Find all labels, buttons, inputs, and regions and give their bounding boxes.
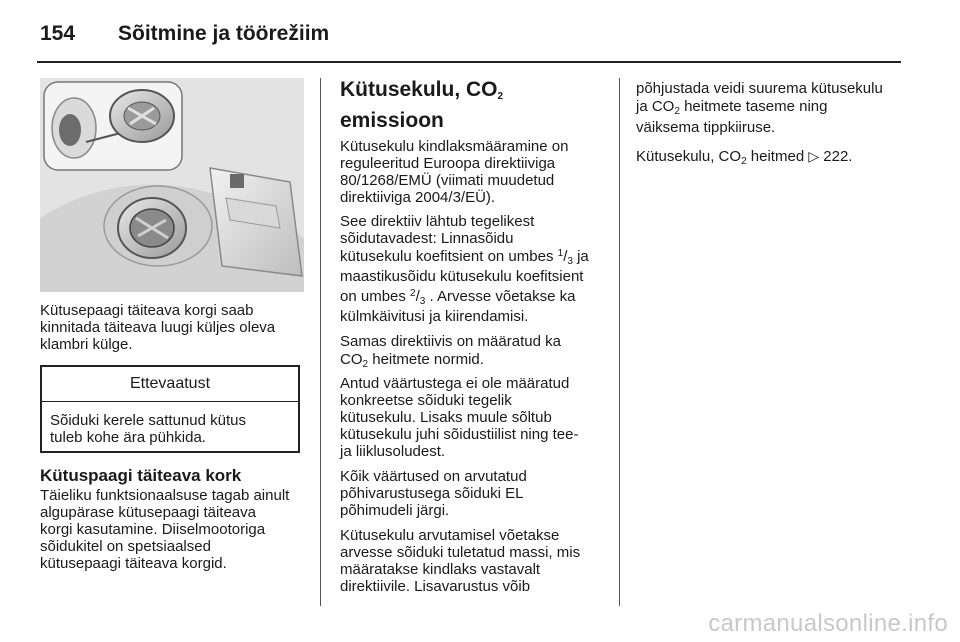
- section-heading-line2: emissioon: [340, 109, 444, 132]
- fuel-filler-cap-illustration: [40, 78, 304, 292]
- paragraph-actual-consumption: Antud väärtustega ei ole määratud konkreetse sõiduki tegelik kütusekulu. Lisaks muule sõltub kütusekulu juhi sõidustiilist ning tee- ja liiklusoludest.: [340, 375, 579, 460]
- page-number: 154: [40, 22, 76, 45]
- column-divider-right: [619, 78, 620, 606]
- caution-text: Sõiduki kerele sattunud kütus tuleb kohe ära pühkida.: [50, 412, 246, 446]
- column-divider-left: [320, 78, 321, 606]
- paragraph-directive: Kütusekulu kindlaksmääramine on reguleeritud Euroopa direktiiviga 80/1268/EMÜ (viimati muudetud direktiiviga 2004/3/EÜ).: [340, 138, 569, 206]
- right-column: [636, 80, 906, 165]
- page-reference-icon: ▷: [808, 148, 820, 164]
- paragraph-mass: Kütusekulu arvutamisel võetakse arvesse sõiduki tuletatud massi, mis määratakse kindlaks vastavalt direktiivile. Lisavarustus võib: [340, 527, 581, 595]
- caution-box: [40, 365, 300, 453]
- middle-column: [340, 78, 606, 595]
- header-rule: [37, 61, 901, 63]
- section-heading: Kütusekulu, $CO_2$: [340, 78, 504, 102]
- paragraph-equipment: põhjustada veidi suurema kütusekulu ja $CO_2$ heitmete taseme ning väiksema tippkiiruse.: [636, 80, 883, 136]
- paragraph-calculated-values: Kõik väärtused on arvutatud põhivarustusega sõiduki EL põhimudeli järgi.: [340, 468, 527, 519]
- page-header: [0, 0, 960, 62]
- page-title: Sõitmine ja töörežiim: [118, 22, 330, 45]
- paragraph-coefficients: See direktiiv lähtub tegelikest sõidutavadest: Linnasõidu kütusekulu koefitsient on umbes $^1/_3$ ja maastikusõidu kütusekulu koefitsient on umbes $^2/_3$ . Arvesse võetakse ka külmkäivitusi ja kiirendamisi.: [340, 213, 589, 325]
- illustration-caption: Kütusepaagi täiteava korgi saab kinnitada täiteava luugi küljes oleva klambri külge.: [40, 302, 276, 353]
- page-reference-link[interactable]: 222.: [823, 148, 853, 165]
- co2-reference: Kütusekulu, $CO_2$ heitmed ▷ 222.: [636, 148, 853, 167]
- fuel-cap-paragraph: Täieliku funktsionaalsuse tagab ainult algupärase kütusepaagi täiteava korgi kasutamine. Diiselmootoriga sõidukitel on spetsiaalsed kütusepaagi täiteava korgid.: [40, 487, 290, 572]
- caution-title: Ettevaatust: [42, 367, 298, 402]
- fuel-cap-subheading: Kütuspaagi täiteava kork: [40, 466, 242, 485]
- watermark-logo: carmanualsonline.info: [708, 610, 948, 637]
- paragraph-co2-norms: Samas direktiivis on määratud ka $CO_2$ heitmete normid.: [340, 333, 561, 370]
